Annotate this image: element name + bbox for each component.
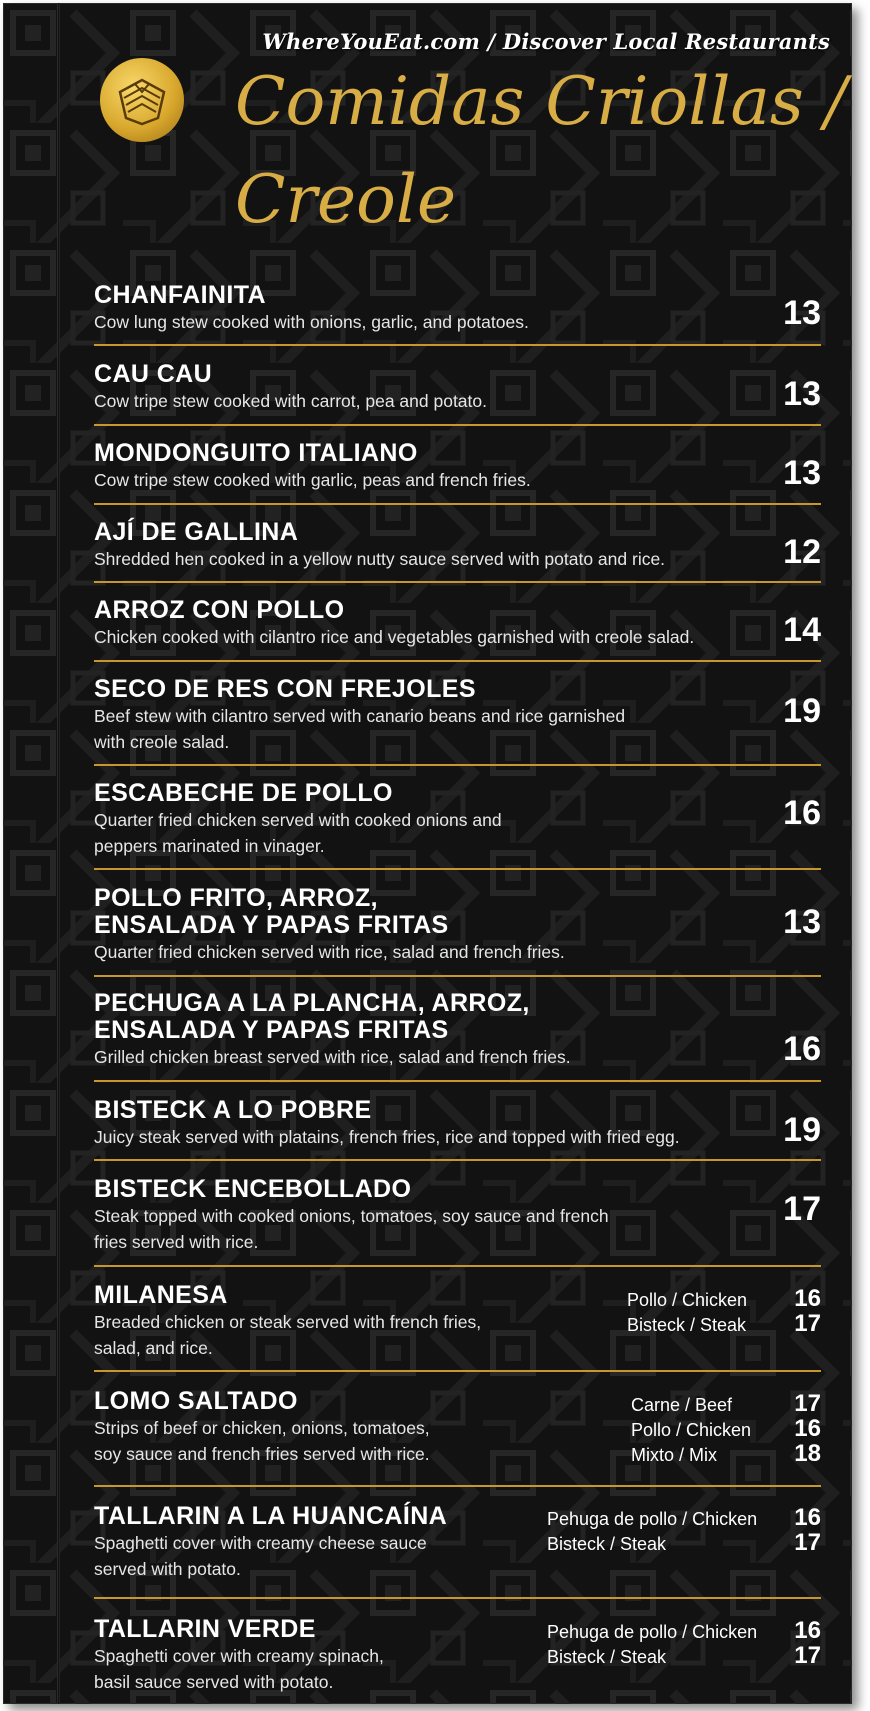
- item-description-line-1: Spaghetti cover with creamy spinach,: [94, 1646, 384, 1666]
- price-option: [631, 1391, 821, 1416]
- menu-item-pechuga-a-la-plancha: [94, 990, 821, 1070]
- divider: [94, 344, 821, 346]
- item-name: TALLARIN A LA HUANCAÍNA: [94, 1502, 448, 1530]
- item-description: Cow lung stew cooked with onions, garlic, and potatoes.: [94, 312, 529, 332]
- poncho-icon: [100, 58, 184, 142]
- option-price: 16: [794, 1415, 821, 1442]
- item-description: Shredded hen cooked in a yellow nutty sauce served with potato and rice.: [94, 549, 666, 569]
- divider: [94, 975, 821, 977]
- option-price: 17: [794, 1642, 821, 1669]
- menu-item-seco-de-res: [94, 676, 821, 755]
- item-description-line-1: Spaghetti cover with creamy cheese sauce: [94, 1533, 427, 1553]
- page-title-line-2: Creole: [235, 161, 457, 238]
- divider: [94, 764, 821, 766]
- item-description-line-1: Strips of beef or chicken, onions, tomatoes,: [94, 1418, 430, 1438]
- option-label: Carne / Beef: [631, 1395, 733, 1415]
- option-label: Bisteck / Steak: [547, 1534, 667, 1554]
- page-fold: [57, 3, 60, 1704]
- item-price: 14: [783, 611, 821, 649]
- item-description-line-2: served with potato.: [94, 1559, 241, 1579]
- price-option: [547, 1643, 821, 1668]
- menu-item-bisteck-a-lo-pobre: [94, 1097, 821, 1150]
- item-description: Quarter fried chicken served with rice, salad and french fries.: [94, 942, 565, 962]
- option-price: 17: [794, 1390, 821, 1417]
- item-price: 13: [783, 454, 821, 492]
- option-price: 17: [794, 1310, 821, 1337]
- item-price: 16: [783, 1030, 821, 1068]
- item-price: 12: [783, 533, 821, 571]
- option-label: Pollo / Chicken: [631, 1420, 752, 1440]
- divider: [94, 868, 821, 870]
- option-price: 16: [794, 1285, 821, 1312]
- option-label: Pehuga de pollo / Chicken: [547, 1509, 758, 1529]
- item-name: BISTECK A LO POBRE: [94, 1096, 372, 1124]
- item-description: Juicy steak served with platains, french fries, rice and topped with fried egg.: [94, 1127, 680, 1147]
- item-name: MILANESA: [94, 1281, 228, 1309]
- menu-page: [3, 3, 852, 1704]
- menu-item-tallarin-a-la-huancaina: [94, 1503, 821, 1582]
- divider: [94, 1265, 821, 1267]
- menu-item-cau-cau: [94, 361, 821, 414]
- item-description-line-2: peppers marinated in vinager.: [94, 836, 325, 856]
- option-price: 17: [794, 1529, 821, 1556]
- item-price: 19: [783, 692, 821, 730]
- price-options: [547, 1505, 821, 1555]
- menu-item-escabeche-de-pollo: [94, 780, 821, 859]
- item-price: 17: [783, 1190, 821, 1228]
- menu-item-chanfainita: [94, 282, 821, 335]
- option-label: Bisteck / Steak: [547, 1647, 667, 1667]
- divider: [94, 503, 821, 505]
- divider: [94, 424, 821, 426]
- divider: [94, 660, 821, 662]
- item-name-line-1: PECHUGA A LA PLANCHA, ARROZ,: [94, 989, 530, 1017]
- item-price: 16: [783, 794, 821, 832]
- divider: [94, 1159, 821, 1161]
- option-label: Bisteck / Steak: [627, 1315, 747, 1335]
- divider: [94, 581, 821, 583]
- item-name: MONDONGUITO ITALIANO: [94, 439, 418, 467]
- price-options: [547, 1618, 821, 1668]
- option-price: 16: [794, 1617, 821, 1644]
- option-label: Pollo / Chicken: [627, 1290, 748, 1310]
- item-name-line-2: ENSALADA Y PAPAS FRITAS: [94, 911, 449, 939]
- option-price: 18: [794, 1440, 821, 1467]
- item-name: ARROZ CON POLLO: [94, 596, 345, 624]
- item-name: SECO DE RES CON FREJOLES: [94, 675, 476, 703]
- item-name: LOMO SALTADO: [94, 1387, 298, 1415]
- item-name: CAU CAU: [94, 360, 213, 388]
- watermark: WhereYouEat.com / Discover Local Restaurants: [262, 29, 830, 54]
- item-description-line-1: Beef stew with cilantro served with canario beans and rice garnished: [94, 706, 626, 726]
- item-name-line-1: POLLO FRITO, ARROZ,: [94, 884, 378, 912]
- item-description-line-2: salad, and rice.: [94, 1338, 213, 1358]
- item-description: Cow tripe stew cooked with garlic, peas and french fries.: [94, 470, 531, 490]
- item-name: TALLARIN VERDE: [94, 1615, 316, 1643]
- price-option: [627, 1311, 821, 1336]
- menu-item-bisteck-encebollado: [94, 1176, 821, 1255]
- item-name: ESCABECHE DE POLLO: [94, 779, 393, 807]
- item-name: CHANFAINITA: [94, 281, 266, 309]
- item-price: 13: [783, 903, 821, 941]
- price-option: [631, 1416, 821, 1441]
- menu-item-mondonguito-italiano: [94, 440, 821, 493]
- item-description-line-2: with creole salad.: [94, 732, 230, 752]
- item-description-line-1: Breaded chicken or steak served with french fries,: [94, 1312, 482, 1332]
- item-description: Chicken cooked with cilantro rice and vegetables garnished with creole salad.: [94, 627, 695, 647]
- menu-item-lomo-saltado: [94, 1388, 821, 1467]
- price-option: [627, 1286, 821, 1311]
- menu-item-tallarin-verde: [94, 1616, 821, 1695]
- divider: [94, 1080, 821, 1082]
- item-description: Cow tripe stew cooked with carrot, pea and potato.: [94, 391, 487, 411]
- item-name: AJÍ DE GALLINA: [94, 518, 299, 546]
- item-description-line-1: Steak topped with cooked onions, tomatoes, soy sauce and french: [94, 1206, 609, 1226]
- menu-item-arroz-con-pollo: [94, 597, 821, 650]
- menu-item-pollo-frito: [94, 885, 821, 965]
- price-option: [547, 1530, 821, 1555]
- option-label: Mixto / Mix: [631, 1445, 718, 1465]
- item-price: 13: [783, 294, 821, 332]
- item-name: BISTECK ENCEBOLLADO: [94, 1175, 412, 1203]
- option-price: 16: [794, 1504, 821, 1531]
- divider: [94, 1370, 821, 1372]
- price-options: [627, 1286, 821, 1336]
- item-description-line-1: Quarter fried chicken served with cooked onions and: [94, 810, 502, 830]
- item-description: Grilled chicken breast served with rice, salad and french fries.: [94, 1047, 571, 1067]
- item-description-line-2: soy sauce and french fries served with rice.: [94, 1444, 430, 1464]
- menu-item-aji-de-gallina: [94, 519, 821, 572]
- price-options: [631, 1391, 821, 1466]
- price-option: [547, 1505, 821, 1530]
- item-description-line-2: basil sauce served with potato.: [94, 1672, 334, 1692]
- item-name-line-2: ENSALADA Y PAPAS FRITAS: [94, 1016, 449, 1044]
- page-title-line-1: Comidas Criollas /: [235, 63, 847, 140]
- divider: [94, 1597, 821, 1599]
- item-description-line-2: fries served with rice.: [94, 1232, 259, 1252]
- price-option: [631, 1441, 821, 1466]
- item-price: 13: [783, 375, 821, 413]
- option-label: Pehuga de pollo / Chicken: [547, 1622, 758, 1642]
- item-price: 19: [783, 1111, 821, 1149]
- price-option: [547, 1618, 821, 1643]
- menu-item-milanesa: [94, 1282, 821, 1361]
- divider: [94, 1485, 821, 1487]
